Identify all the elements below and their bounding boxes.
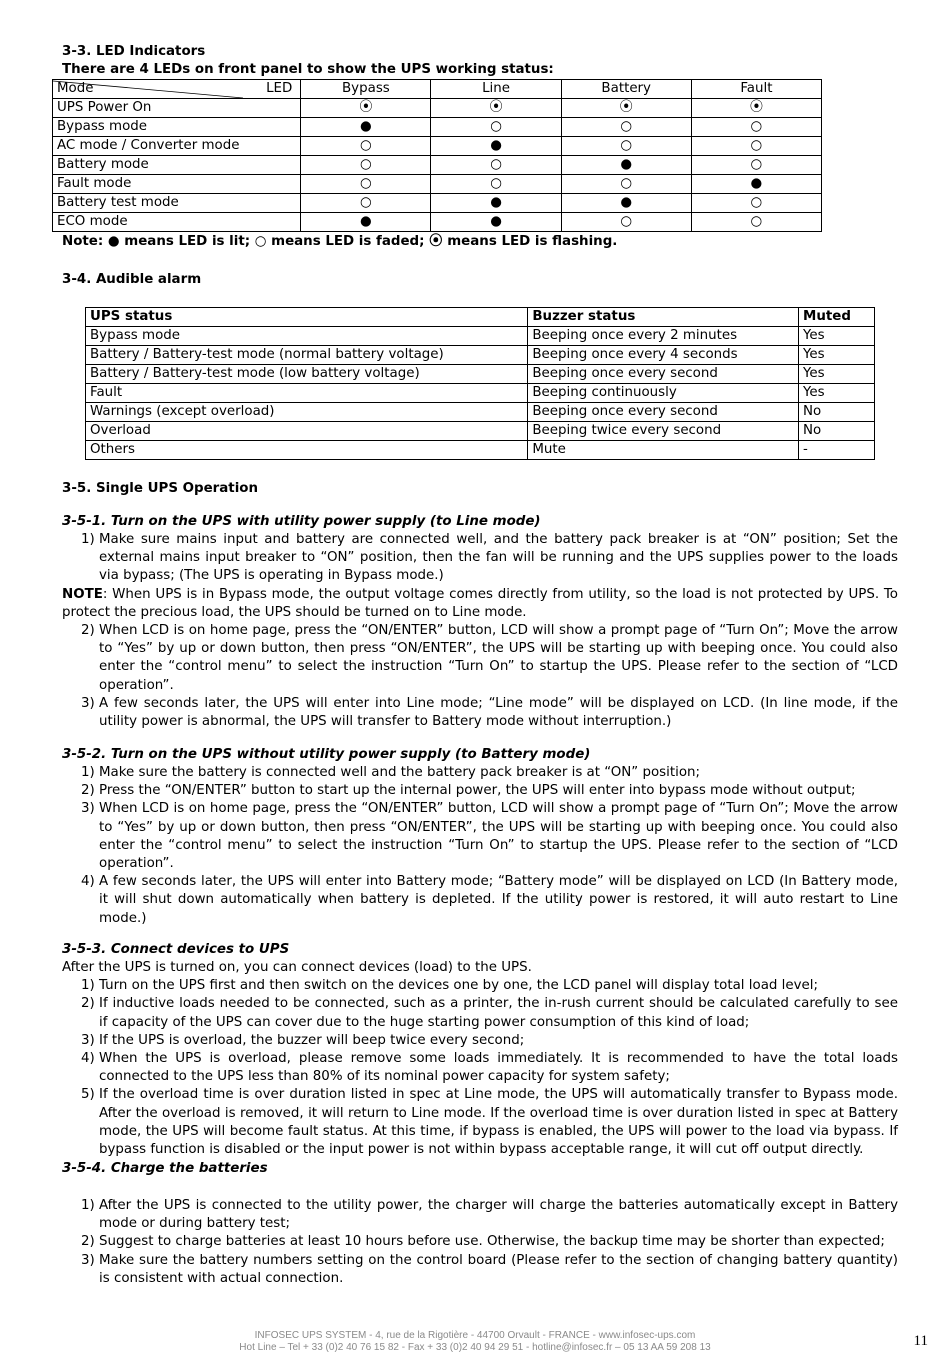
led-mode-cell: Battery mode — [53, 156, 301, 175]
alarm-header-row — [86, 308, 875, 327]
list-item-text: Suggest to charge batteries at least 10 hours before use. Otherwise, the backup time may be shorter than expected; — [99, 1234, 885, 1250]
led-state-cell: ● — [561, 194, 691, 213]
led-state-cell: ○ — [301, 156, 431, 175]
led-row — [53, 156, 822, 175]
list-item — [62, 1233, 898, 1251]
alarm-cell: Warnings (except overload) — [86, 403, 528, 422]
led-mode-cell: UPS Power On — [53, 99, 301, 118]
led-state-cell: ● — [301, 118, 431, 137]
alarm-column-header: Muted — [799, 308, 875, 327]
note-label: NOTE — [62, 586, 103, 602]
led-row — [53, 137, 822, 156]
led-header-label: LED — [266, 81, 293, 96]
list-item-text: A few seconds later, the UPS will enter into Battery mode; “Battery mode” will be displayed on LCD (In Battery mode, it will shut down automatically when battery is depleted. If the utility power is restored, it will auto restart to Line mode.) — [99, 874, 898, 926]
subsection-title: 3-5-3. Connect devices to UPS — [62, 942, 290, 957]
led-state-cell: ○ — [561, 118, 691, 137]
subsection-title: 3-5-1. Turn on the UPS with utility power supply (to Line mode) — [62, 514, 541, 529]
led-state-cell: ○ — [431, 156, 561, 175]
led-state-cell: ○ — [301, 137, 431, 156]
subsection-351 — [62, 513, 898, 731]
alarm-cell: Beeping once every second — [528, 365, 799, 384]
led-row — [53, 213, 822, 232]
list-item-text: A few seconds later, the UPS will enter into Line mode; “Line mode” will be displayed on LCD. (In line mode, if the utility power is abnormal, the UPS will transfer to Battery mode without interruption.) — [99, 695, 898, 730]
led-state-cell: ○ — [691, 118, 821, 137]
led-row — [53, 194, 822, 213]
footer-address: INFOSEC UPS SYSTEM - 4, rue de la Rigotière - 44700 Orvault - FRANCE - www.infosec-ups.com — [254, 1330, 696, 1341]
list-item — [62, 622, 898, 695]
note-paragraph — [62, 586, 898, 622]
list-item-number: 1) — [81, 532, 95, 547]
alarm-cell: Battery / Battery-test mode (low battery voltage) — [86, 365, 528, 384]
alarm-cell: Battery / Battery-test mode (normal battery voltage) — [86, 346, 528, 365]
list-item-number: 2) — [81, 996, 95, 1012]
led-state-cell: ○ — [691, 156, 821, 175]
led-state-cell: ○ — [431, 118, 561, 137]
list-item — [62, 782, 898, 800]
subsection-354-title: 3-5-4. Charge the batteries — [62, 1161, 268, 1176]
alarm-row — [86, 422, 875, 441]
led-row — [53, 118, 822, 137]
list-item — [62, 1032, 898, 1050]
led-state-cell: ● — [431, 137, 561, 156]
list-item-text: If the UPS is overload, the buzzer will beep twice every second; — [99, 1032, 525, 1048]
list-item-text: Press the “ON/ENTER” button to start up the internal power, the UPS will enter into bypass mode without output; — [99, 783, 856, 799]
led-row — [53, 175, 822, 194]
list-item-number: 4) — [81, 1051, 95, 1067]
alarm-cell: Beeping once every second — [528, 403, 799, 422]
note-text: : When UPS is in Bypass mode, the output voltage comes directly from utility, so the load is not protected by UPS. To protect the precious load, the UPS should be turned on to Line mode. — [62, 586, 898, 620]
list-item-number: 2) — [81, 1234, 95, 1250]
led-row — [53, 99, 822, 118]
mode-led-header-cell — [53, 80, 301, 99]
subsection-352 — [62, 746, 898, 928]
page-number: 11 — [913, 1333, 928, 1349]
led-state-cell: ○ — [691, 137, 821, 156]
alarm-cell: - — [799, 441, 875, 460]
alarm-cell: Beeping continuously — [528, 384, 799, 403]
alarm-cell: Beeping twice every second — [528, 422, 799, 441]
alarm-cell: Overload — [86, 422, 528, 441]
led-state-cell: ○ — [561, 213, 691, 232]
steps-list — [62, 977, 898, 1159]
steps-list — [62, 622, 898, 731]
list-item — [62, 1086, 898, 1159]
list-item-number: 3) — [81, 801, 95, 817]
list-item-number: 2) — [81, 783, 95, 799]
list-item-number: 1) — [81, 978, 95, 994]
list-item-number: 3) — [81, 1032, 95, 1048]
led-mode-cell: Bypass mode — [53, 118, 301, 137]
led-state-cell: ○ — [561, 137, 691, 156]
alarm-cell: Beeping once every 4 seconds — [528, 346, 799, 365]
led-note: Note: ● means LED is lit; ○ means LED is faded; ⦿ means LED is flashing. — [62, 234, 618, 249]
list-item — [62, 695, 898, 731]
list-item-number: 1) — [81, 1198, 95, 1213]
list-item — [62, 1197, 898, 1233]
alarm-column-header: UPS status — [86, 308, 528, 327]
section-title-alarm: 3-4. Audible alarm — [62, 272, 202, 287]
section-title-led: 3-3. LED Indicators — [62, 44, 206, 59]
led-state-cell: ⦿ — [691, 99, 821, 118]
list-item-text: If the overload time is over duration listed in spec at Line mode, the UPS will automatically transfer to Bypass mode. After the overload is removed, it will return to Line mode. If the overload time is over duration listed in spec at Battery mode, the UPS will become fault status. At this time, if bypass is enabled, the UPS will power to the load via bypass. If bypass function is disabled or the input power is not within bypass acceptable range, it will cut off output directly. — [99, 1087, 898, 1158]
led-state-cell: ○ — [691, 213, 821, 232]
led-state-cell: ○ — [301, 194, 431, 213]
alarm-cell: Yes — [799, 346, 875, 365]
alarm-row — [86, 346, 875, 365]
led-mode-cell: Battery test mode — [53, 194, 301, 213]
mode-header-label: Mode — [57, 81, 94, 96]
list-item — [62, 800, 898, 873]
alarm-cell: Mute — [528, 441, 799, 460]
led-state-cell: ⦿ — [301, 99, 431, 118]
alarm-column-header: Buzzer status — [528, 308, 799, 327]
led-state-cell: ● — [301, 213, 431, 232]
led-intro: There are 4 LEDs on front panel to show the UPS working status: — [62, 62, 554, 77]
led-table — [52, 79, 822, 232]
list-item-number: 1) — [81, 765, 95, 780]
list-item-text: When the UPS is overload, please remove some loads immediately. It is recommended to have the total loads connected to the UPS less than 80% of its nominal power capacity for system safety; — [99, 1051, 898, 1085]
subsection-353 — [62, 941, 898, 1159]
list-item-text: If inductive loads needed to be connected, such as a printer, the in-rush current should be calculated carefully to see if capacity of the UPS can cover due to the huge starting power consumption of this kind of load; — [99, 996, 898, 1030]
alarm-cell: No — [799, 403, 875, 422]
led-state-cell: ○ — [301, 175, 431, 194]
alarm-table — [85, 307, 875, 460]
alarm-cell: Beeping once every 2 minutes — [528, 327, 799, 346]
alarm-cell: Yes — [799, 327, 875, 346]
alarm-row — [86, 403, 875, 422]
led-state-cell: ⦿ — [561, 99, 691, 118]
led-mode-cell: ECO mode — [53, 213, 301, 232]
list-item — [62, 1252, 898, 1288]
footer-hotline: Hot Line – Tel + 33 (0)2 40 76 15 82 - Fax + 33 (0)2 40 94 29 51 - hotline@infosec.fr – 05 13 AA 59 208 13 — [239, 1342, 711, 1353]
led-state-cell: ● — [691, 175, 821, 194]
led-state-cell: ● — [431, 194, 561, 213]
led-mode-cell: Fault mode — [53, 175, 301, 194]
led-state-cell: ● — [561, 156, 691, 175]
list-item-number: 3) — [81, 1252, 95, 1268]
led-state-cell: ⦿ — [431, 99, 561, 118]
list-item-text: When LCD is on home page, press the “ON/ENTER” button, LCD will show a prompt page of “Turn On”; Move the arrow to “Yes” by up or down button, then press “ON/ENTER”, the UPS will be starting up with beeping once. You could also enter the “control menu” to select the instruction “Turn On” to startup the UPS. Please refer to the section of “LCD operation”. — [99, 801, 898, 872]
alarm-cell: Fault — [86, 384, 528, 403]
alarm-cell: No — [799, 422, 875, 441]
list-item-text: After the UPS is connected to the utility power, the charger will charge the batteries automatically except in Battery mode or during battery test; — [99, 1198, 898, 1232]
list-item-text: Make sure mains input and battery are connected well, and the battery pack breaker is at “ON” position; Set the external mains input breaker to “ON” position, then the fan will be running and the UPS supplies power to the loads via bypass; (The UPS is operating in Bypass mode.) — [99, 532, 898, 584]
subsection-354 — [62, 1197, 898, 1288]
list-item-text: When LCD is on home page, press the “ON/ENTER” button, LCD will show a prompt page of “Turn On”; Move the arrow to “Yes” by up or down button, then press “ON/ENTER”, the UPS will be starting up with beeping once. You could also enter the “control menu” to select the instruction “Turn On” to startup the UPS. Please refer to the section of “LCD operation”. — [99, 623, 898, 693]
steps-list — [62, 531, 898, 586]
list-item — [62, 995, 898, 1031]
alarm-row — [86, 365, 875, 384]
alarm-row — [86, 384, 875, 403]
led-column-header: Bypass — [301, 80, 431, 99]
steps-list — [62, 1197, 898, 1288]
list-item-number: 2) — [81, 623, 95, 639]
led-state-cell: ○ — [561, 175, 691, 194]
led-state-cell: ● — [431, 213, 561, 232]
list-item-number: 4) — [81, 874, 95, 890]
page-footer — [0, 1330, 950, 1354]
list-item-number: 5) — [81, 1087, 95, 1103]
list-item — [62, 873, 898, 928]
alarm-cell: Others — [86, 441, 528, 460]
alarm-cell: Bypass mode — [86, 327, 528, 346]
alarm-cell: Yes — [799, 365, 875, 384]
list-item-text: Turn on the UPS first and then switch on the devices one by one, the LCD panel will display total load level; — [99, 978, 819, 994]
list-item-number: 3) — [81, 695, 95, 711]
alarm-row — [86, 327, 875, 346]
led-column-header: Line — [431, 80, 561, 99]
led-state-cell: ○ — [431, 175, 561, 194]
subsection-intro: After the UPS is turned on, you can connect devices (load) to the UPS. — [62, 960, 532, 975]
subsection-title: 3-5-2. Turn on the UPS without utility power supply (to Battery mode) — [62, 747, 591, 762]
list-item — [62, 977, 898, 995]
led-header-row — [53, 80, 822, 99]
led-state-cell: ○ — [691, 194, 821, 213]
section-title-operation: 3-5. Single UPS Operation — [62, 481, 259, 496]
list-item — [62, 764, 898, 782]
list-item — [62, 1050, 898, 1086]
alarm-cell: Yes — [799, 384, 875, 403]
led-column-header: Battery — [561, 80, 691, 99]
alarm-row — [86, 441, 875, 460]
list-item-text: Make sure the battery is connected well and the battery pack breaker is at “ON” position; — [99, 765, 701, 780]
steps-list — [62, 764, 898, 928]
led-column-header: Fault — [691, 80, 821, 99]
led-mode-cell: AC mode / Converter mode — [53, 137, 301, 156]
list-item-text: Make sure the battery numbers setting on the control board (Please refer to the section of changing battery quantity) is consistent with actual connection. — [99, 1252, 898, 1286]
list-item — [62, 531, 898, 586]
